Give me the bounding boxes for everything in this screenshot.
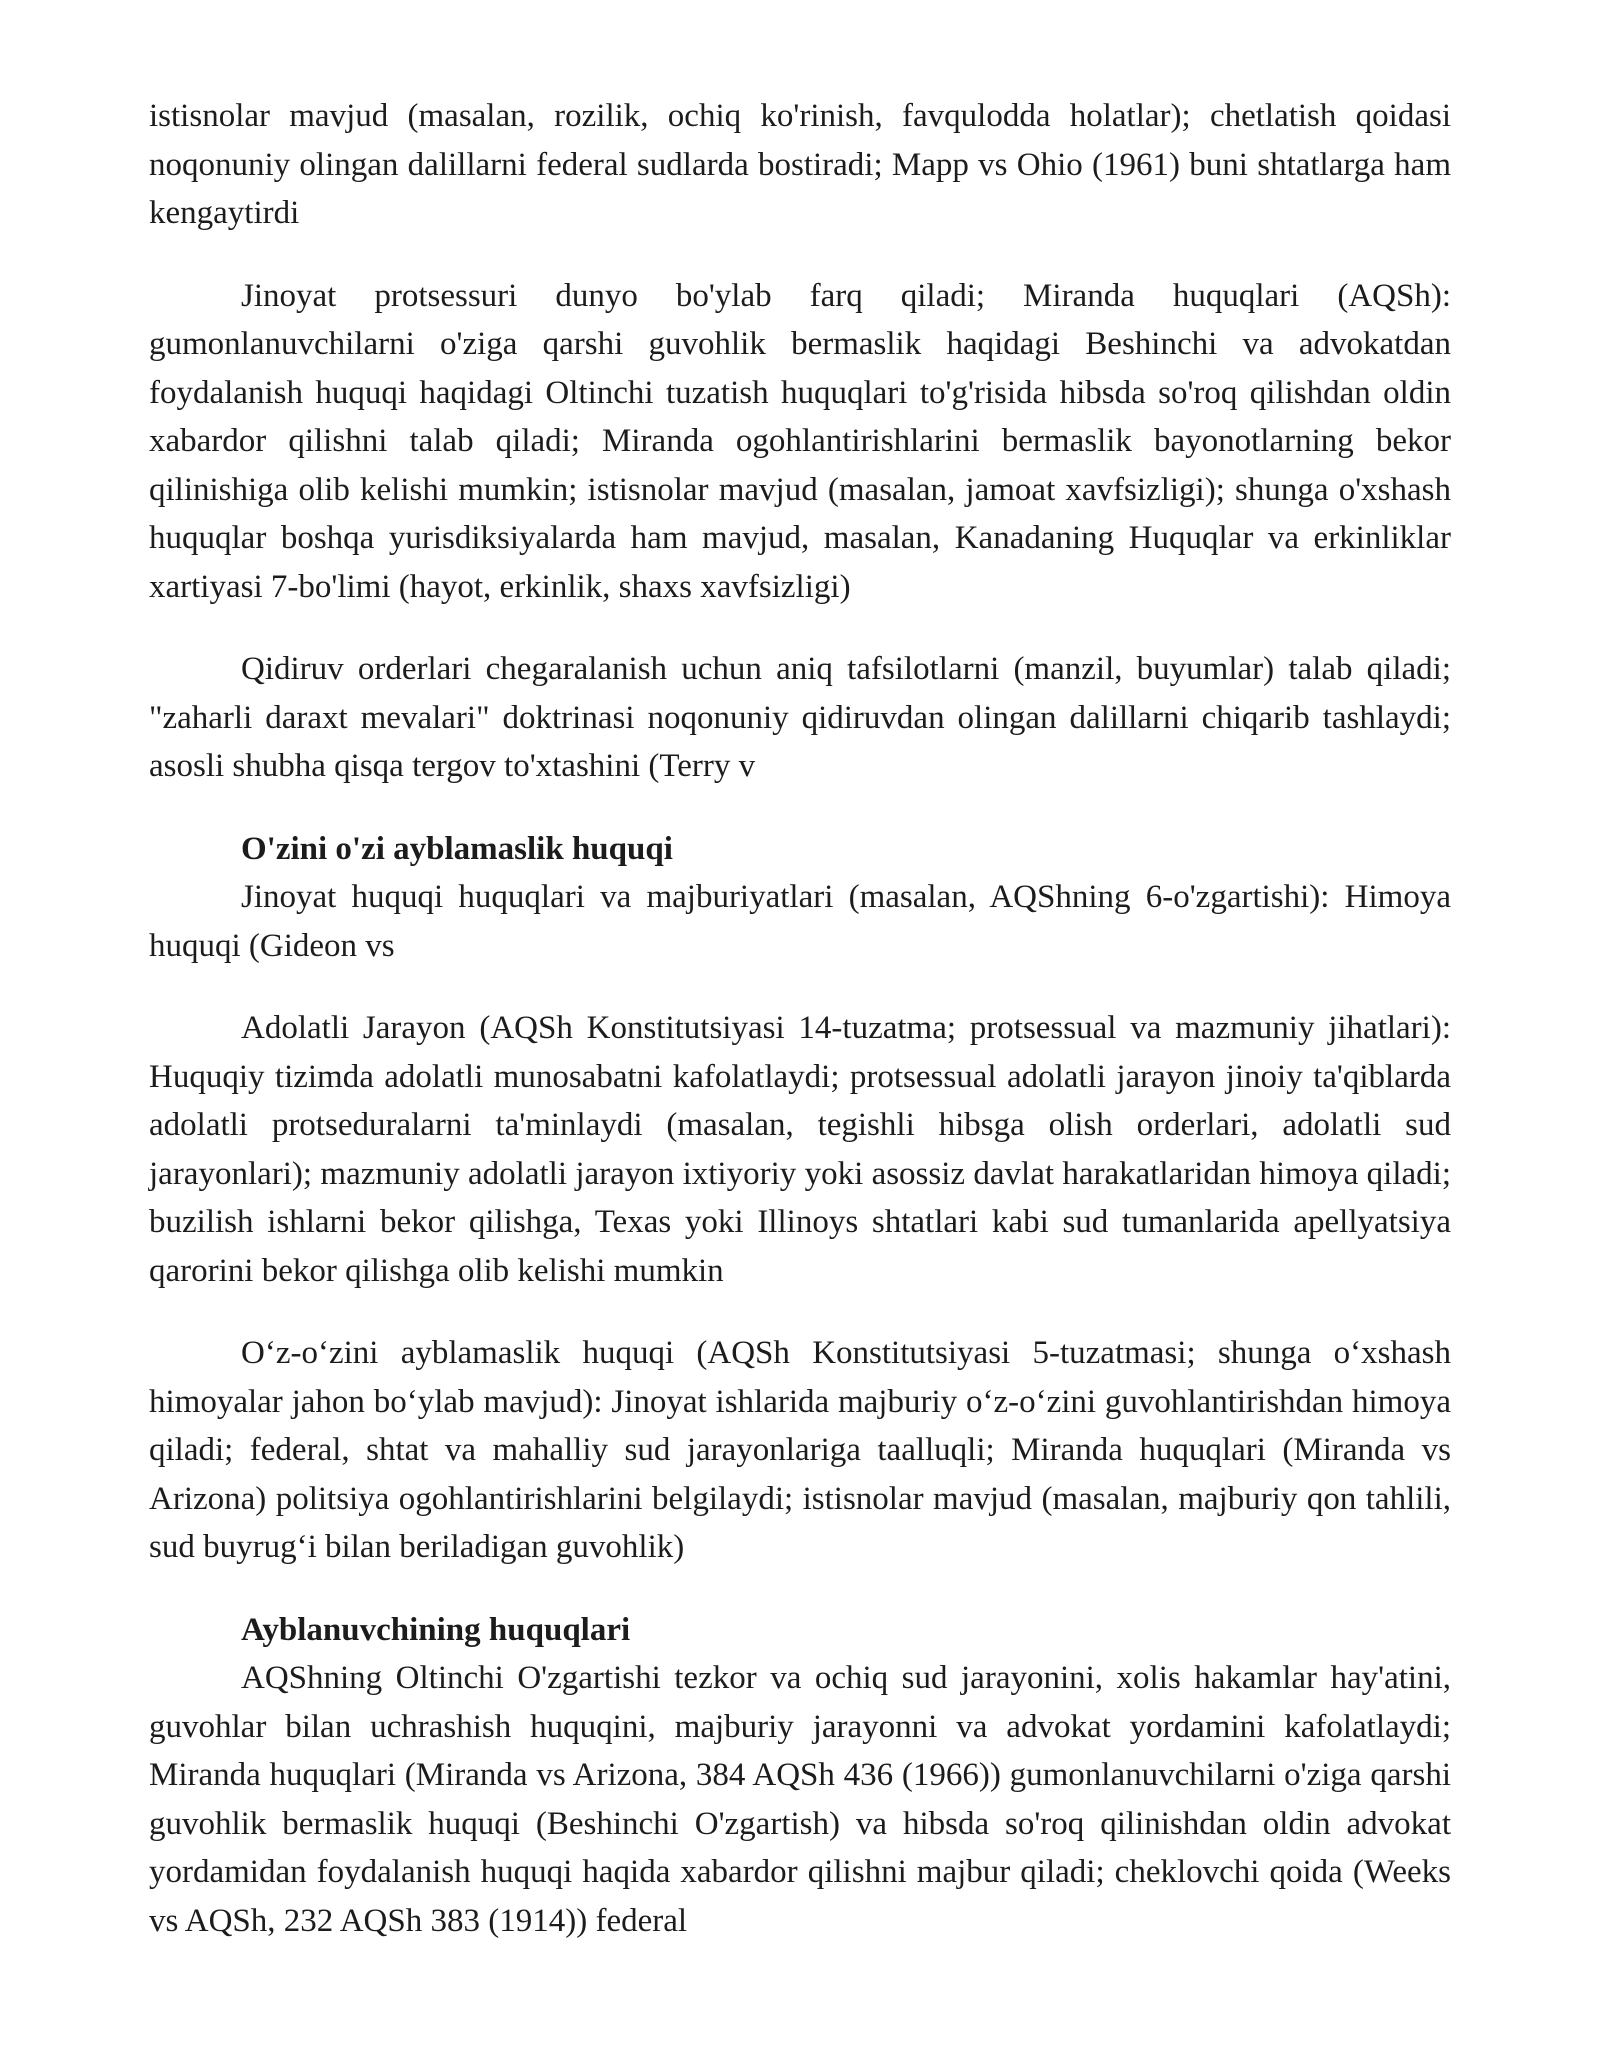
paragraph-miranda-rights: Jinoyat protsessuri dunyo bo'ylab farq qiladi; Miranda huquqlari (AQSh): gumonlanuvchilarni o'ziga qarshi guvohlik bermaslik haqidagi Beshinchi va advokatdan foydalanish huquqi haqidagi Oltinchi tuzatish huquqlari to'g'risida hibsda so'roq qilishdan oldin xabardor qilishni talab qiladi; Miranda ogohlantirishlarini bermaslik bayonotlarning bekor qilinishiga olib kelishi mumkin; istisnolar mavjud (masalan, jamoat xavfsizligi); shunga o'xshash huquqlar boshqa yurisdiksiyalarda ham mavjud, masalan, Kanadaning Huquqlar va erkinliklar xartiyasi 7-bo'limi (hayot, erkinlik, shaxs xavfsizligi) [149,277,1451,605]
paragraph-criminal-rights: Jinoyat huquqi huquqlari va majburiyatlari (masalan, AQShning 6-o'zgartishi): Himoya huquqi (Gideon vs [149,879,1451,964]
heading-self-incrimination: O'zini o'zi ayblamaslik huquqi [241,830,673,867]
heading-rights-of-accused: Ayblanuvchining huquqlari [241,1611,631,1648]
paragraph-due-process: Adolatli Jarayon (AQSh Konstitutsiyasi 14-tuzatma; protsessual va mazmuniy jihatlari): Huquqiy tizimda adolatli munosabatni kafolatlaydi; protsessual adolatli jarayon jinoiy ta'qiblarda adolatli protseduralarni ta'minlaydi (masalan, tegishli hibsga olish orderlari, adolatli sud jarayonlari); mazmuniy adolatli jarayon ixtiyoriy yoki asossiz davlat harakatlaridan himoya qiladi; buzilish ishlarni bekor qilishga, Texas yoki Illinoys shtatlari kabi sud tumanlarida apellyatsiya qarorini bekor qilishga olib kelishi mumkin [149,1010,1451,1289]
paragraph-sixth-amendment: AQShning Oltinchi O'zgartishi tezkor va ochiq sud jarayonini, xolis hakamlar hay'atini, guvohlar bilan uchrashish huquqini, majburiy jarayonni va advokat yordamini kafolatlaydi; Miranda huquqlari (Miranda vs Arizona, 384 AQSh 436 (1966)) gumonlanuvchilarni o'ziga qarshi guvohlik bermaslik huquqi (Beshinchi O'zgartish) va hibsda so'roq qilinishdan oldin advokat yordamidan foydalanish huquqi haqida xabardor qilishni majbur qiladi; cheklovchi qoida (Weeks vs AQSh, 232 AQSh 383 (1914)) federal [149,1660,1451,1939]
paragraph-fifth-amendment: O‘z-o‘zini ayblamaslik huquqi (AQSh Konstitutsiyasi 5-tuzatmasi; shunga o‘xshash himoyalar jahon bo‘ylab mavjud): Jinoyat ishlarida majburiy o‘z-o‘zini guvohlantirishdan himoya qiladi; federal, shtat va mahalliy sud jarayonlariga taalluqli; Miranda huquqlari (Miranda vs Arizona) politsiya ogohlantirishlarini belgilaydi; istisnolar mavjud (masalan, majburiy qon tahlili, sud buyrug‘i bilan beriladigan guvohlik) [149,1335,1451,1565]
document-page [149,92,1451,1945]
paragraph-exclusionary-rule: istisnolar mavjud (masalan, rozilik, ochiq ko'rinish, favqulodda holatlar); chetlatish qoidasi noqonuniy olingan dalillarni federal sudlarda bostiradi; Mapp vs Ohio (1961) buni shtatlarga ham kengaytirdi [149,98,1451,231]
paragraph-search-warrants: Qidiruv orderlari chegaralanish uchun aniq tafsilotlarni (manzil, buyumlar) talab qiladi; "zaharli daraxt mevalari" doktrinasi noqonuniy qidiruvdan olingan dalillarni chiqarib tashlaydi; asosli shubha qisqa tergov to'xtashini (Terry v [149,651,1451,784]
